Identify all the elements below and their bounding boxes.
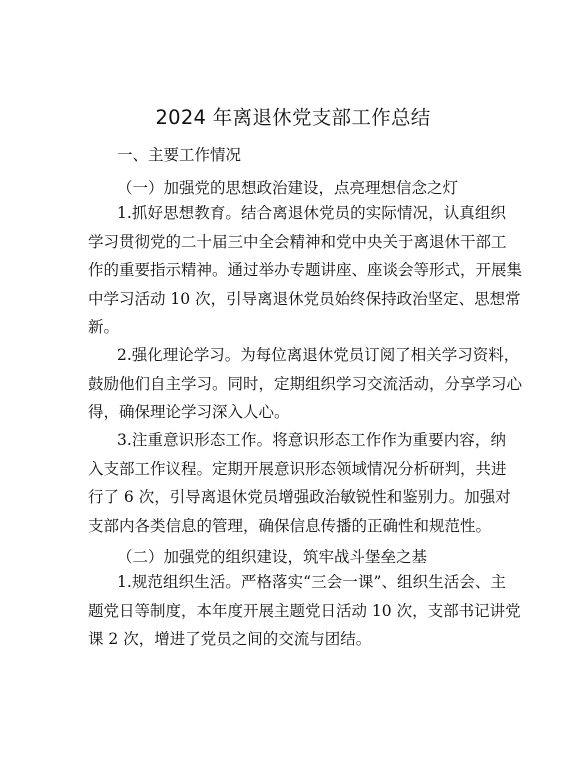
subsection-heading-ideology: （一）加强党的思想政治建设，点亮理想信念之灯 [117,179,459,197]
paragraph-line: 新。 [88,318,120,336]
paragraph-ideological-education [88,199,523,342]
paragraph-organizational-life [88,568,521,654]
paragraph-line: 得，确保理论学习深入人心。 [88,403,290,421]
paragraph-line: 行了 6 次，引导离退休党员增强政治敏锐性和鉴别力。加强对 [88,488,511,506]
page-title: 2024 年离退休党支部工作总结 [155,106,431,129]
paragraph-line: 1.规范组织生活。严格落实“三会一课”、组织生活会、主 [117,573,506,591]
paragraph-line: 1.抓好思想教育。结合离退休党员的实际情况，认真组织 [117,204,506,222]
paragraph-line: 作的重要指示精神。通过举办专题讲座、座谈会等形式，开展集 [88,261,523,279]
paragraph-line: 支部内各类信息的管理，确保信息传播的正确性和规范性。 [88,516,492,535]
paragraph-line: 中学习活动 10 次，引导离退休党员始终保持政治坚定、思想常 [88,289,521,308]
paragraph-line: 题党日等制度，本年度开展主题党日活动 10 次，支部书记讲党 [88,601,521,620]
paragraph-line: 鼓励他们自主学习。同时，定期组织学习交流活动，分享学习心 [88,374,523,393]
subsection-heading-organization: （二）加强党的组织建设，筑牢战斗堡垒之基 [117,548,428,566]
paragraph-line: 入支部工作议程。定期开展意识形态领域情况分析研判，共进 [88,459,507,478]
paragraph-line: 课 2 次，增进了党员之间的交流与团结。 [88,630,372,648]
paragraph-line: 2.强化理论学习。为每位离退休党员订阅了相关学习资料， [117,346,520,364]
paragraph-line: 3.注重意识形态工作。将意识形态工作作为重要内容，纳 [117,431,506,449]
paragraph-line: 学习贯彻党的二十届三中全会精神和党中央关于离退休干部工 [88,232,507,251]
paragraph-ideology-work [88,426,511,540]
paragraph-theory-study [88,341,523,427]
section-heading-main-work: 一、主要工作情况 [117,146,242,164]
